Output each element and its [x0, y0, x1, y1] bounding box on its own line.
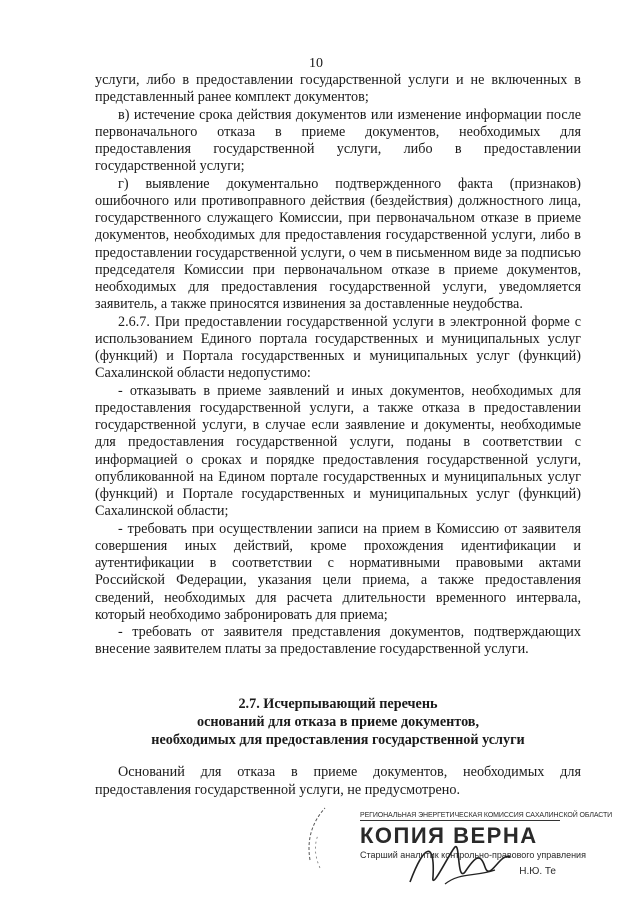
body-paragraph: - требовать от заявителя представления документов, подтверждающих внесение заявителем платы за предоставление государственной услуги.: [95, 624, 581, 658]
body-paragraph: 2.6.7. При предоставлении государственной услуги в электронной форме с использованием Единого портала государственных и муниципальных услуг (функций) и Портала государственных и муниципальных услуг (функций) Сахалинской области недопустимо:: [95, 313, 581, 382]
section-heading: [95, 695, 581, 749]
heading-line-2: оснований для отказа в приеме документов,: [196, 714, 480, 730]
body-text: [95, 72, 581, 659]
stamp-position: Старший аналитик контрольно-правового управления: [360, 850, 586, 860]
body-paragraph: - требовать при осуществлении записи на прием в Комиссию от заявителя совершения иных действий, кроме прохождения идентификации и аутентификации в соответствии с нормативными правовыми актами Российской Федерации, указания цели приема, а также предоставления сведений, необходимых для расчета длительности временного интервала, который необходимо забронировать для приема;: [95, 520, 581, 623]
body-paragraph: услуги, либо в предоставлении государственной услуги и не включенных в представленный ранее комплект документов;: [95, 72, 581, 106]
body-paragraph: - отказывать в приеме заявлений и иных документов, необходимых для предоставления государственной услуги, а также отказа в предоставлении государственной услуги, в случае если заявление и документы, необходимые для предоставления государственной услуги, поданы в соответствии с информацией о сроках и порядке предоставления государственной услуги, опубликованной на Едином портале государственных и муниципальных услуг (функций) и Портале государственных и муниципальных услуг (функций) Сахалинской области;: [95, 382, 581, 520]
stamp-name: Н.Ю. Те: [519, 866, 556, 877]
stamp-organization: РЕГИОНАЛЬНАЯ ЭНЕРГЕТИЧЕСКАЯ КОМИССИЯ САХАЛИНСКОЙ ОБЛАСТИ: [360, 812, 613, 819]
page-number: 10: [309, 56, 323, 71]
closing-paragraph-text: Оснований для отказа в приеме документов, необходимых для предоставления государственной услуги, не предусмотрено.: [95, 764, 581, 798]
heading-line-3: необходимых для предоставления государственной услуги: [151, 732, 525, 748]
body-paragraph: в) истечение срока действия документов или изменение информации после первоначального отказа в приеме документов, необходимых для предоставления государственной услуги, либо в предоставлении государственной услуги;: [95, 106, 581, 175]
heading-line-1: 2.7. Исчерпывающий перечень: [238, 696, 438, 712]
stamp-title: КОПИЯ ВЕРНА: [360, 823, 538, 848]
body-paragraph: г) выявление документально подтвержденного факта (признаков) ошибочного или противоправного действия (бездействия) должностного лица, государственного служащего Комиссии, при первоначальном отказе в приеме документов, необходимых для предоставления государственной услуги, либо в предоставлении государственной услуги, о чем в письменном виде за подписью председателя Комиссии при первоначальном отказе в приеме документов, необходимых для предоставления государственной услуги, уведомляется заявитель, а также приносятся извинения за доставленные неудобства.: [95, 175, 581, 313]
signature-icon: [405, 832, 515, 892]
